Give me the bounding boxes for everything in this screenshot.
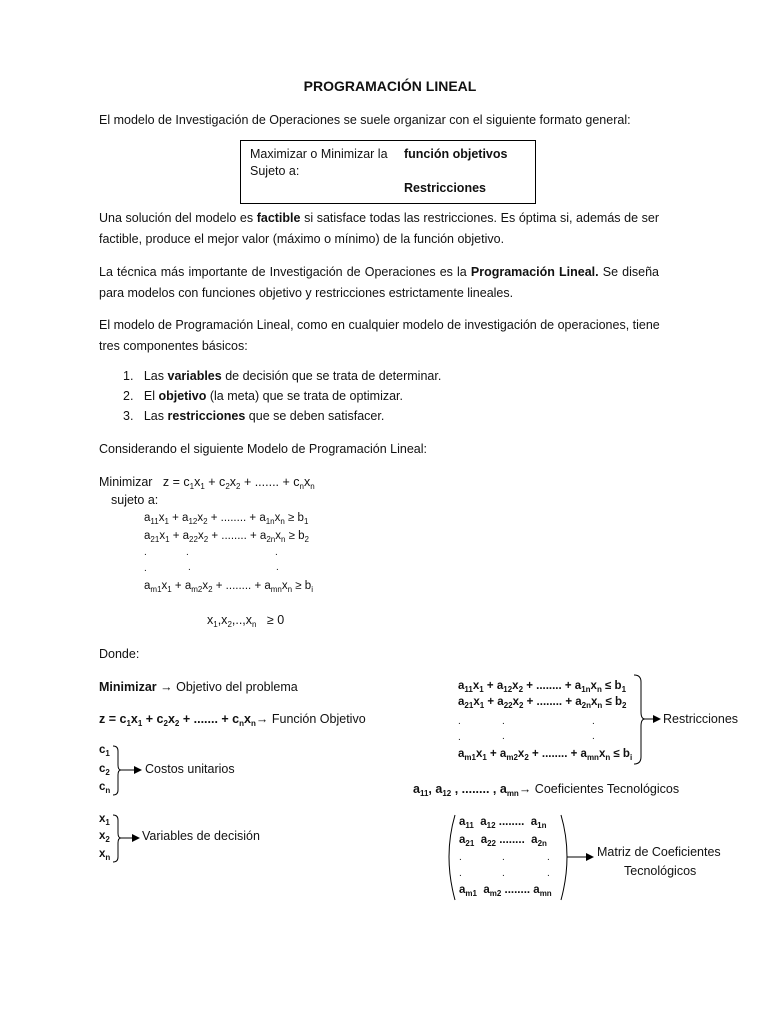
para2-bold: Programación Lineal.	[470, 265, 599, 279]
minimize-label: Minimizar	[99, 475, 153, 489]
matrix-row-m: $a_{m1}$ $a_{m2}$ ........ $a_{mn}$	[459, 884, 552, 898]
costs-label: Costos unitarios	[145, 762, 235, 776]
nonneg-value: ≥ 0	[266, 613, 285, 627]
ellipsis-row: .	[592, 731, 595, 742]
restrictions-bracket	[634, 675, 645, 764]
list-number: 2.	[123, 389, 134, 403]
cost-c1: $c_1$	[99, 744, 110, 758]
list-text-pre: Las	[143, 409, 168, 423]
subject-to-label: sujeto a:	[111, 493, 159, 507]
list-text-pre: El	[143, 389, 159, 403]
vars-label: Variables de decisión	[142, 829, 260, 843]
list-text-pre: Las	[143, 369, 168, 383]
cost-c2: $c_2$	[99, 763, 110, 777]
ellipsis-row: .	[459, 868, 462, 879]
list-text-bold: variables	[167, 369, 222, 383]
list-text-post: de decisión que se trata de determinar.	[221, 369, 442, 383]
coef-definition: $a_{11}$, $a_{12}$ , ........ , $a_{mn}\to$ Coeficientes Tecnológicos	[413, 782, 680, 798]
coef-desc: Coeficientes Tecnológicos	[534, 782, 680, 796]
format-box-line1-right: función objetivos	[404, 147, 508, 161]
ellipsis-row: .	[458, 732, 461, 743]
restrictions-label: Restricciones	[663, 712, 739, 726]
ellipsis-row: .	[502, 868, 505, 879]
ellipsis-row: .	[592, 716, 595, 727]
intro-text: El modelo de Investigación de Operaciones se suele organizar con el siguiente formato general:	[99, 113, 631, 127]
constraint-row-1: $a_{11}x_1 + a_{12}x_2$ + ........ + $a_{1n}x_n \ge b_1$	[144, 512, 309, 526]
var-x1: $x_1$	[99, 813, 110, 827]
ellipsis-row: .	[502, 716, 505, 727]
list-text-bold: restricciones	[167, 409, 246, 423]
matrix-row-2: $a_{21}$ $a_{22}$ ........ $a_{2n}$	[459, 834, 547, 848]
ellipsis-row: .	[547, 868, 550, 879]
ellipsis-row: .	[275, 547, 278, 558]
para2-text-c: Se diseña para modelos con funciones objetivo y restricciones estrictamente lineales.	[99, 265, 659, 300]
restriction-row-1: $a_{11}x_1 + a_{12}x_2$ + ........ + $a_{1n}x_n \le b_1$	[458, 680, 627, 694]
vars-bracket	[113, 815, 121, 862]
considering-text: Considerando el siguiente Modelo de Programación Lineal:	[99, 442, 427, 456]
ellipsis-row: .	[459, 852, 462, 863]
ellipsis-row: .	[144, 563, 147, 574]
para1-text-c: si satisface todas las restricciones. Es óptima si, además de ser factible, produce el mejor valor (máximo o mínimo) de la función objetivo.	[99, 211, 660, 246]
constraint-row-2: $a_{21}x_1 + a_{22}x_2$ + ........ + $a_{2n}x_n \ge b_2$	[144, 530, 309, 544]
ellipsis-row: .	[502, 852, 505, 863]
format-box-line3: Restricciones	[404, 181, 486, 195]
arrow-icon: →	[518, 782, 532, 796]
matrix-label-line2: Tecnológicos	[624, 864, 697, 878]
z-definition: $z = c_1x_1 + c_2x_2$ + ....... + $c_nx_n\to$ Función Objetivo	[99, 712, 366, 728]
objective-function: Minimizar $z = c_1x_1 + c_2x_2$ + ....... + $c_nx_n$	[99, 475, 315, 491]
minimizar-bold: Minimizar	[99, 680, 157, 694]
costs-bracket	[113, 746, 121, 795]
ellipsis-row: .	[458, 716, 461, 727]
ellipsis-row: .	[186, 547, 189, 558]
var-xn: $x_n$	[99, 848, 111, 862]
list-number: 1.	[123, 369, 134, 383]
list-text-post: (la meta) que se trata de optimizar.	[206, 389, 403, 403]
format-box-line1-left: Maximizar o Minimizar la	[250, 147, 388, 161]
cost-cn: $c_n$	[99, 781, 111, 795]
list-text-post: que se deben satisfacer.	[245, 409, 385, 423]
constraint-row-m: $a_{m1}x_1 + a_{m2}x_2$ + ........ + $a_{mn}x_n \ge b_i$	[144, 580, 313, 594]
ellipsis-row: .	[547, 852, 550, 863]
var-x2: $x_2$	[99, 830, 110, 844]
matrix-right-paren	[561, 815, 567, 900]
para1-text-a: Una solución del modelo es	[99, 211, 257, 225]
ellipsis-row: .	[502, 731, 505, 742]
nonnegativity-constraint: $x_1,x_2,..,x_n$ ≥ 0	[207, 613, 285, 629]
ellipsis-row: .	[188, 562, 191, 573]
arrow-icon: →	[255, 712, 269, 726]
matrix-label-line1: Matriz de Coeficientes	[597, 845, 721, 859]
restriction-row-m: $a_{m1}x_1 + a_{m2}x_2$ + ........ + $a_{mn}x_n \le b_i$	[458, 748, 633, 762]
paragraph-components: El modelo de Programación Lineal, como en cualquier modelo de investigación de operaciones, tiene tres componentes básicos:	[99, 318, 660, 353]
para2-text-a: La técnica más importante de Investigación de Operaciones es la	[99, 265, 471, 279]
list-number: 3.	[123, 409, 134, 423]
restriction-row-2: $a_{21}x_1 + a_{22}x_2$ + ........ + $a_{2n}x_n \le b_2$	[458, 696, 627, 710]
minimizar-desc: Objetivo del problema	[176, 680, 298, 694]
donde-label: Donde:	[99, 647, 140, 661]
format-box-line2: Sujeto a:	[250, 164, 300, 178]
ellipsis-row: .	[144, 547, 147, 558]
page-title: PROGRAMACIÓN LINEAL	[303, 78, 477, 94]
matrix-left-paren	[449, 815, 455, 900]
list-text-bold: objetivo	[158, 389, 207, 403]
ellipsis-row: .	[276, 562, 279, 573]
para1-bold: factible	[256, 211, 301, 225]
arrow-icon: →	[160, 680, 173, 694]
z-desc: Función Objetivo	[271, 712, 366, 726]
matrix-row-1: $a_{11}$ $a_{12}$ ........ $a_{1n}$	[459, 816, 547, 830]
